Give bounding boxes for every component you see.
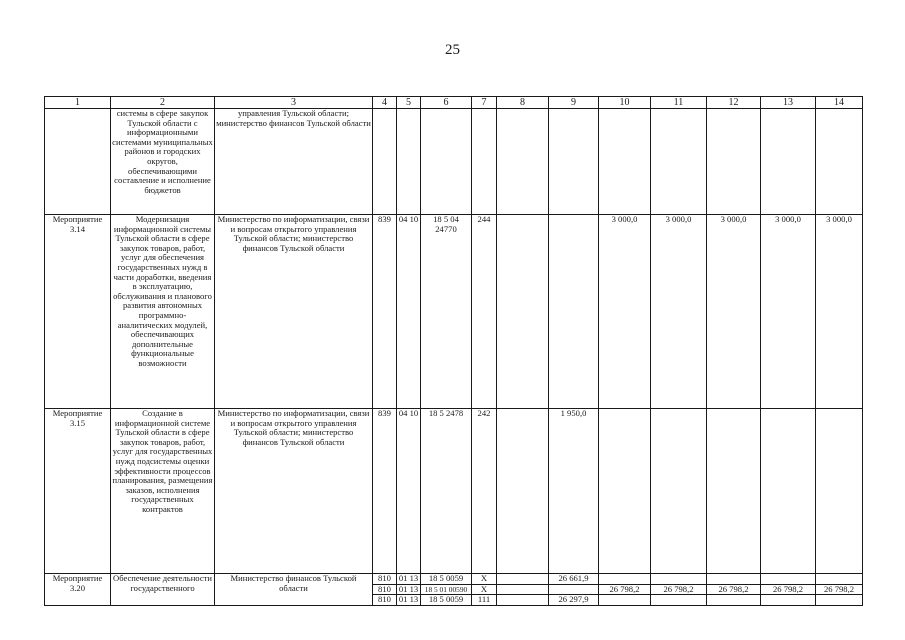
empty-cell — [599, 109, 651, 215]
measure-name-cell: Мероприятие 3.15 — [45, 409, 111, 574]
column-number: 5 — [397, 97, 421, 109]
value-cell — [816, 574, 863, 585]
value-cell: 26 297,9 — [549, 595, 599, 606]
measure-name-cell: Мероприятие 3.14 — [45, 215, 111, 409]
value-cell — [651, 574, 707, 585]
value-cell — [599, 409, 651, 574]
executor-cell: Министерство по информатизации, связи и вопросам открытого управления Тульской области; министерство финансов Тульской области — [215, 215, 373, 409]
table-row — [45, 574, 863, 585]
value-cell — [707, 409, 761, 574]
value-cell: 3 000,0 — [816, 215, 863, 409]
measure-description-cell: Создание в информационной системе Тульской области в сфере закупок товаров, работ, услуг для государственных нужд подсистемы оценки эффективности процессов планирования, размещения заказов, исполнения государственных контрактов — [111, 409, 215, 574]
value-cell: 1 950,0 — [549, 409, 599, 574]
column-number-header-row — [45, 97, 863, 109]
program-measures-table — [44, 96, 863, 606]
value-cell: 26 798,2 — [707, 584, 761, 595]
ministry-code-cell: 810 — [373, 595, 397, 606]
column-number: 9 — [549, 97, 599, 109]
value-cell — [599, 574, 651, 585]
value-cell: 26 661,9 — [549, 574, 599, 585]
empty-cell — [707, 109, 761, 215]
value-cell — [549, 215, 599, 409]
value-cell — [707, 574, 761, 585]
measure-name-cell: Мероприятие 3.20 — [45, 574, 111, 606]
measure-description-cell: системы в сфере закупок Тульской области с информационными системами муниципальных районов и городских округов, обеспечивающими составление и исполнение бюджетов — [111, 109, 215, 215]
value-cell — [761, 595, 816, 606]
table-row — [45, 409, 863, 574]
value-cell: 3 000,0 — [761, 215, 816, 409]
column-number: 6 — [421, 97, 472, 109]
empty-cell — [373, 109, 397, 215]
value-cell: 26 798,2 — [816, 584, 863, 595]
ministry-code-cell: 839 — [373, 409, 397, 574]
target-article-cell: 18 5 01 00590 — [421, 584, 472, 595]
value-cell — [497, 584, 549, 595]
target-article-cell: 18 5 04 24770 — [421, 215, 472, 409]
table-row — [45, 109, 863, 215]
empty-cell — [651, 109, 707, 215]
column-number: 1 — [45, 97, 111, 109]
value-cell — [816, 409, 863, 574]
expense-type-cell: Х — [472, 584, 497, 595]
column-number: 10 — [599, 97, 651, 109]
measure-name-cell — [45, 109, 111, 215]
value-cell — [651, 409, 707, 574]
column-number: 7 — [472, 97, 497, 109]
value-cell: 26 798,2 — [651, 584, 707, 595]
column-number: 14 — [816, 97, 863, 109]
page-number: 25 — [445, 42, 460, 58]
value-cell: 3 000,0 — [707, 215, 761, 409]
table-row — [45, 215, 863, 409]
empty-cell — [397, 109, 421, 215]
column-number: 11 — [651, 97, 707, 109]
target-article-cell: 18 5 0059 — [421, 574, 472, 585]
value-cell — [549, 584, 599, 595]
column-number: 13 — [761, 97, 816, 109]
ministry-code-cell: 810 — [373, 584, 397, 595]
executor-cell: Министерство финансов Тульской области — [215, 574, 373, 606]
column-number: 12 — [707, 97, 761, 109]
section-code-cell: 04 10 — [397, 215, 421, 409]
value-cell — [761, 574, 816, 585]
column-number: 8 — [497, 97, 549, 109]
value-cell — [761, 409, 816, 574]
empty-cell — [497, 109, 549, 215]
section-code-cell: 01 13 — [397, 574, 421, 585]
empty-cell — [761, 109, 816, 215]
value-cell — [707, 595, 761, 606]
section-code-cell: 01 13 — [397, 595, 421, 606]
value-cell: 3 000,0 — [651, 215, 707, 409]
value-cell: 3 000,0 — [599, 215, 651, 409]
value-cell — [651, 595, 707, 606]
value-cell — [816, 595, 863, 606]
executor-cell: управления Тульской области; министерство финансов Тульской области — [215, 109, 373, 215]
expense-type-cell: 244 — [472, 215, 497, 409]
value-cell: 26 798,2 — [761, 584, 816, 595]
column-number: 2 — [111, 97, 215, 109]
expense-type-cell: Х — [472, 574, 497, 585]
value-cell: 26 798,2 — [599, 584, 651, 595]
value-cell — [497, 574, 549, 585]
empty-cell — [472, 109, 497, 215]
section-code-cell: 01 13 — [397, 584, 421, 595]
column-number: 4 — [373, 97, 397, 109]
empty-cell — [549, 109, 599, 215]
expense-type-cell: 111 — [472, 595, 497, 606]
measure-description-cell: Обеспечение деятельности государственного — [111, 574, 215, 606]
value-cell — [497, 215, 549, 409]
measure-description-cell: Модернизация информационной системы Тульской области в сфере закупок товаров, работ, услуг для обеспечения государственных нужд в части доработки, введения в эксплуатацию, обслуживания и планового развития автономных программно-аналитических модулей, обеспечивающих дополнительные функциональные возможности — [111, 215, 215, 409]
value-cell — [599, 595, 651, 606]
ministry-code-cell: 810 — [373, 574, 397, 585]
value-cell — [497, 595, 549, 606]
empty-cell — [816, 109, 863, 215]
section-code-cell: 04 10 — [397, 409, 421, 574]
target-article-cell: 18 5 2478 — [421, 409, 472, 574]
ministry-code-cell: 839 — [373, 215, 397, 409]
expense-type-cell: 242 — [472, 409, 497, 574]
column-number: 3 — [215, 97, 373, 109]
executor-cell: Министерство по информатизации, связи и вопросам открытого управления Тульской области; министерство финансов Тульской области — [215, 409, 373, 574]
value-cell — [497, 409, 549, 574]
empty-cell — [421, 109, 472, 215]
target-article-cell: 18 5 0059 — [421, 595, 472, 606]
